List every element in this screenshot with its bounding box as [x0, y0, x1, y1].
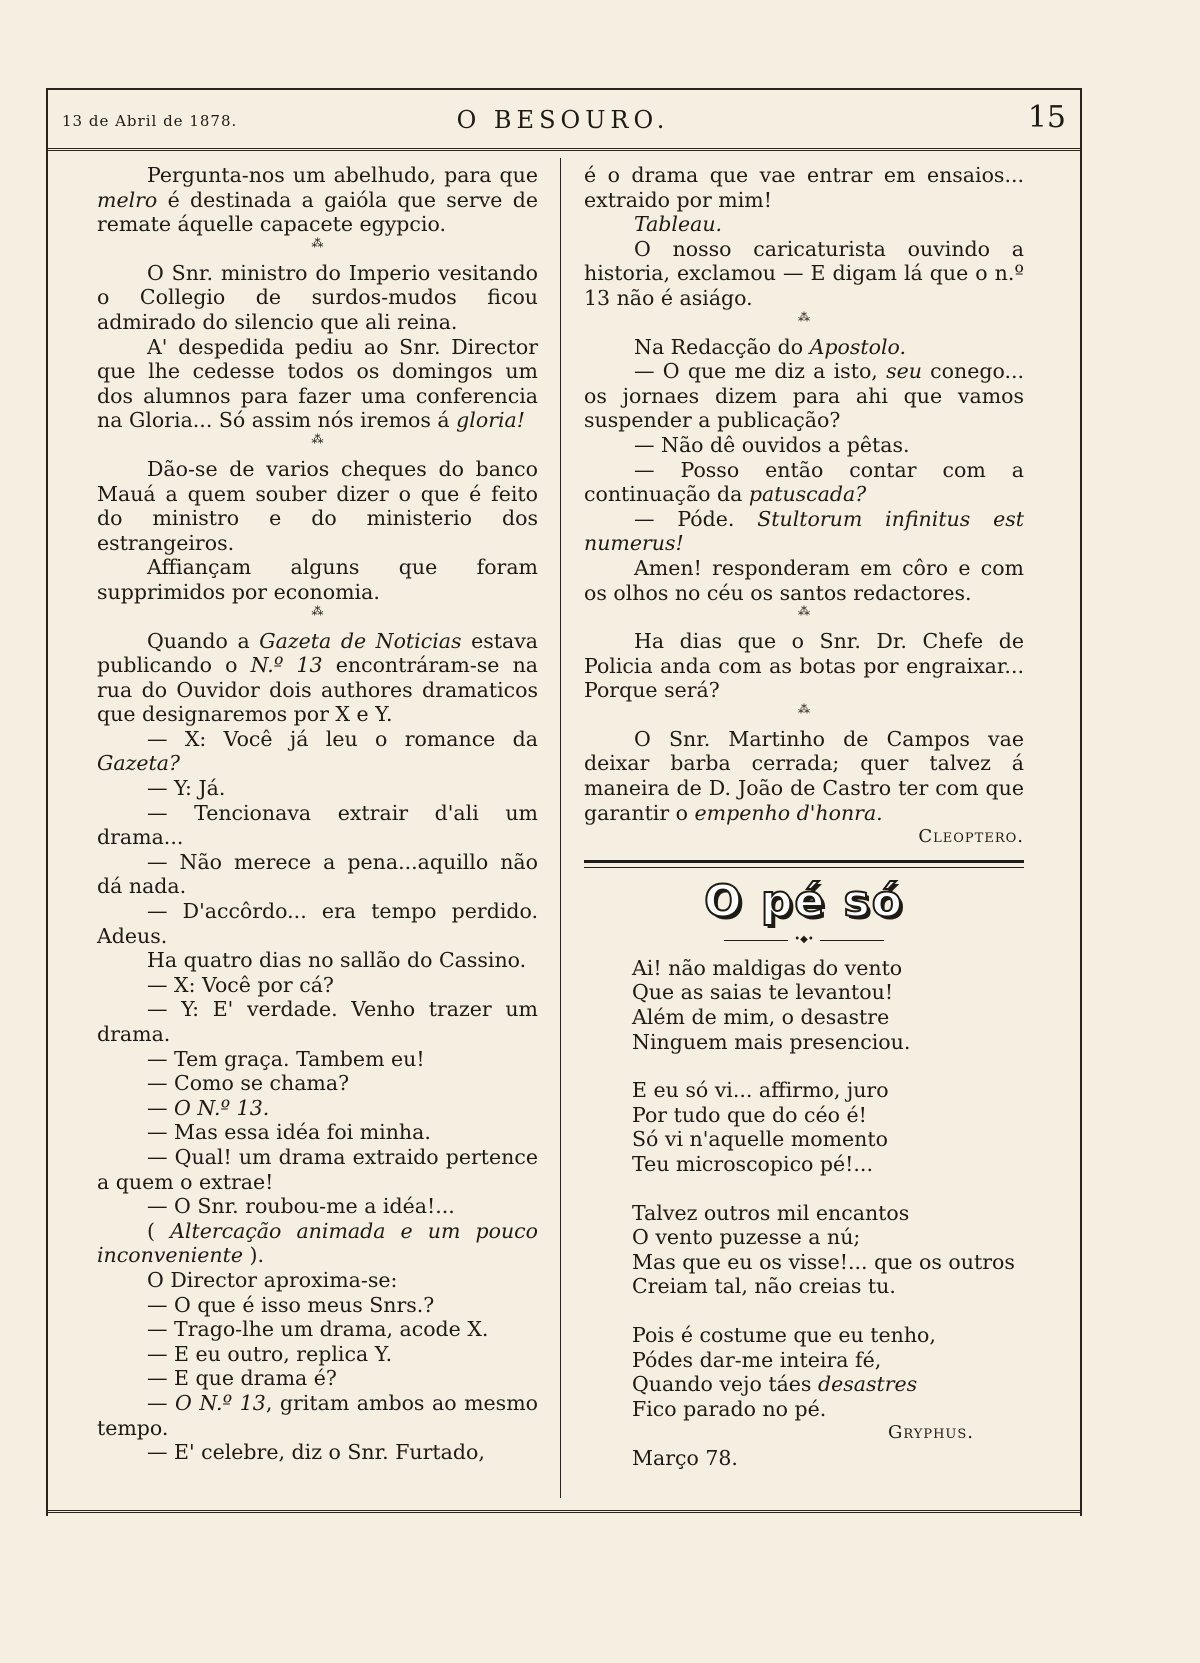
poem-line: Além de mim, o desastre — [632, 1005, 890, 1030]
section-rule — [584, 860, 1024, 868]
dialogue-line: — Tencionava extrair d'ali um drama... — [97, 800, 538, 850]
poem-line: Pódes dar-me inteira fé, — [632, 1347, 882, 1372]
dialogue-line: — O N.º 13, gritam ambos ao mesmo tempo. — [97, 1390, 538, 1440]
poem-stanza — [584, 956, 1024, 1422]
paragraph: Pergunta-nos um abelhudo, para que melro é destinada a gaióla que serve de remate áquelle capacete egypcio. — [97, 163, 538, 237]
ornament-rule: •◆• — [584, 932, 1024, 948]
paragraph: é o drama que vae entrar em ensaios... extraido por mim! — [584, 163, 1024, 212]
paragraph: Ha quatro dias no sallão do Cassino. — [147, 948, 527, 973]
poem-date: Março 78. — [632, 1445, 738, 1470]
asterism-separator: ⁂ — [311, 431, 324, 446]
left-column — [97, 163, 538, 1465]
asterism-separator: ⁂ — [311, 235, 324, 250]
asterism-separator: ⁂ — [798, 604, 810, 619]
poem-line: Talvez outros mil encantos — [632, 1200, 910, 1225]
paragraph: Amen! responderam em côro e com os olhos no céu os santos redactores. — [584, 555, 1024, 605]
page-header — [46, 88, 1080, 151]
paragraph: Na Redacção do Apostolo. — [634, 334, 907, 359]
poem-title: O pé só — [704, 875, 904, 927]
dialogue-line: — Tem graça. Tambem eu! — [147, 1046, 425, 1071]
dialogue-line: — Como se chama? — [147, 1071, 350, 1096]
asterism-separator: ⁂ — [798, 701, 810, 716]
page-number: 15 — [1027, 100, 1066, 135]
poem-line: Só vi n'aquelle momento — [632, 1127, 888, 1152]
dialogue-line: — Não merece a pena...aquillo não dá nada. — [97, 849, 538, 899]
poem-line: Por tudo que do céo é! — [632, 1102, 867, 1127]
dialogue-line: — X: Você por cá? — [147, 972, 334, 997]
poem-line: E eu só vi... affirmo, juro — [632, 1078, 889, 1103]
poem-line: Ninguem mais presenciou. — [632, 1029, 911, 1054]
dialogue-line: — Y: Já. — [147, 776, 226, 801]
poem-line: Quando vejo táes desastres — [632, 1372, 918, 1397]
asterism-separator: ⁂ — [798, 309, 810, 324]
paragraph: A' despedida pediu ao Snr. Director que lhe cedesse todos os domingos um dos alumnos para fazer uma conferencia na Gloria... Só assim nós iremos á gloria! — [97, 334, 538, 433]
paragraph: O nosso caricaturista ouvindo a historia, exclamou — E digam lá que o n.º 13 não é asiágo. — [584, 236, 1024, 310]
poem-line: Creiam tal, não creias tu. — [632, 1274, 896, 1299]
paragraph: Tableau. — [634, 212, 723, 237]
dialogue-line: — Trago-lhe um drama, acode X. — [147, 1317, 489, 1342]
poem-line: Que as saias te levantou! — [632, 980, 894, 1005]
bottom-rule — [46, 1510, 1080, 1513]
right-column — [584, 163, 1024, 1471]
dialogue-line: — D'accôrdo... era tempo perdido. Adeus. — [97, 899, 538, 948]
paragraph: O Snr. Martinho de Campos vae deixar barba cerrada; quer talvez á maneira de D. João de Castro ter com que garantir o empenho d'honra. — [584, 726, 1024, 825]
stage-direction: ( Altercação animada e um pouco inconveniente ). — [97, 1218, 538, 1268]
author-signature: Cleoptero. — [918, 826, 1024, 848]
dialogue-line: — E eu outro, replica Y. — [147, 1341, 393, 1366]
dialogue-line: — X: Você já leu o romance da Gazeta? — [97, 726, 538, 776]
paragraph: Ha dias que o Snr. Dr. Chefe de Policia anda com as botas por engraixar... Porque será? — [584, 629, 1024, 703]
dialogue-line: — Não dê ouvidos a pêtas. — [634, 432, 910, 457]
dialogue-line: — Posso então contar com a continuação da patuscada? — [584, 457, 1024, 507]
poem-line: Fico parado no pé. — [632, 1396, 827, 1421]
issue-date: 13 de Abril de 1878. — [62, 112, 238, 130]
poem-line: Ai! não maldigas do vento — [632, 955, 903, 980]
dialogue-line: — O N.º 13. — [147, 1095, 270, 1120]
paragraph: Affiançam alguns que foram supprimidos por economia. — [97, 555, 538, 604]
dialogue-line: — Mas essa idéa foi minha. — [147, 1120, 431, 1145]
paragraph: Dão-se de varios cheques do banco Mauá a quem souber dizer o que é feito do ministro e do ministerio dos estrangeiros. — [97, 456, 538, 555]
paragraph: Quando a Gazeta de Noticias estava publicando o N.º 13 encontráram-se na rua do Ouvidor dois authores dramaticos que designaremos por X e Y. — [97, 628, 539, 727]
dialogue-line: — O Snr. roubou-me a idéa!... — [147, 1194, 455, 1219]
dialogue-line: — O que é isso meus Snrs.? — [147, 1292, 435, 1317]
paragraph: O Snr. ministro do Imperio vesitando o Collegio de surdos-mudos ficou admirado do silencio que ali reina. — [97, 260, 538, 334]
dialogue-line: — O que me diz a isto, seu conego... os jornaes dizem para ahi que vamos suspender a publicação? — [584, 359, 1024, 433]
dialogue-line: — Qual! um drama extraido pertence a quem o extrae! — [97, 1144, 538, 1194]
poem-line: O vento puzesse a nú; — [632, 1225, 861, 1250]
dialogue-line: — E' celebre, diz o Snr. Furtado, — [147, 1440, 485, 1465]
poem-line: Pois é costume que eu tenho, — [632, 1322, 936, 1347]
asterism-separator: ⁂ — [311, 603, 324, 618]
paragraph: O Director aproxima-se: — [147, 1267, 398, 1292]
poem-line: Mas que eu os visse!... que os outros — [632, 1249, 1015, 1274]
column-divider — [560, 158, 561, 1498]
dialogue-line: — E que drama é? — [147, 1366, 337, 1391]
dialogue-line: — Y: E' verdade. Venho trazer um drama. — [97, 997, 538, 1046]
poem-line: Teu microscopico pé!... — [632, 1152, 873, 1176]
poem-signature: Gryphus. — [887, 1422, 974, 1444]
dialogue-line: — Póde. Stultorum infinitus est numerus! — [584, 506, 1024, 556]
newspaper-title: O BESOURO. — [456, 106, 670, 134]
